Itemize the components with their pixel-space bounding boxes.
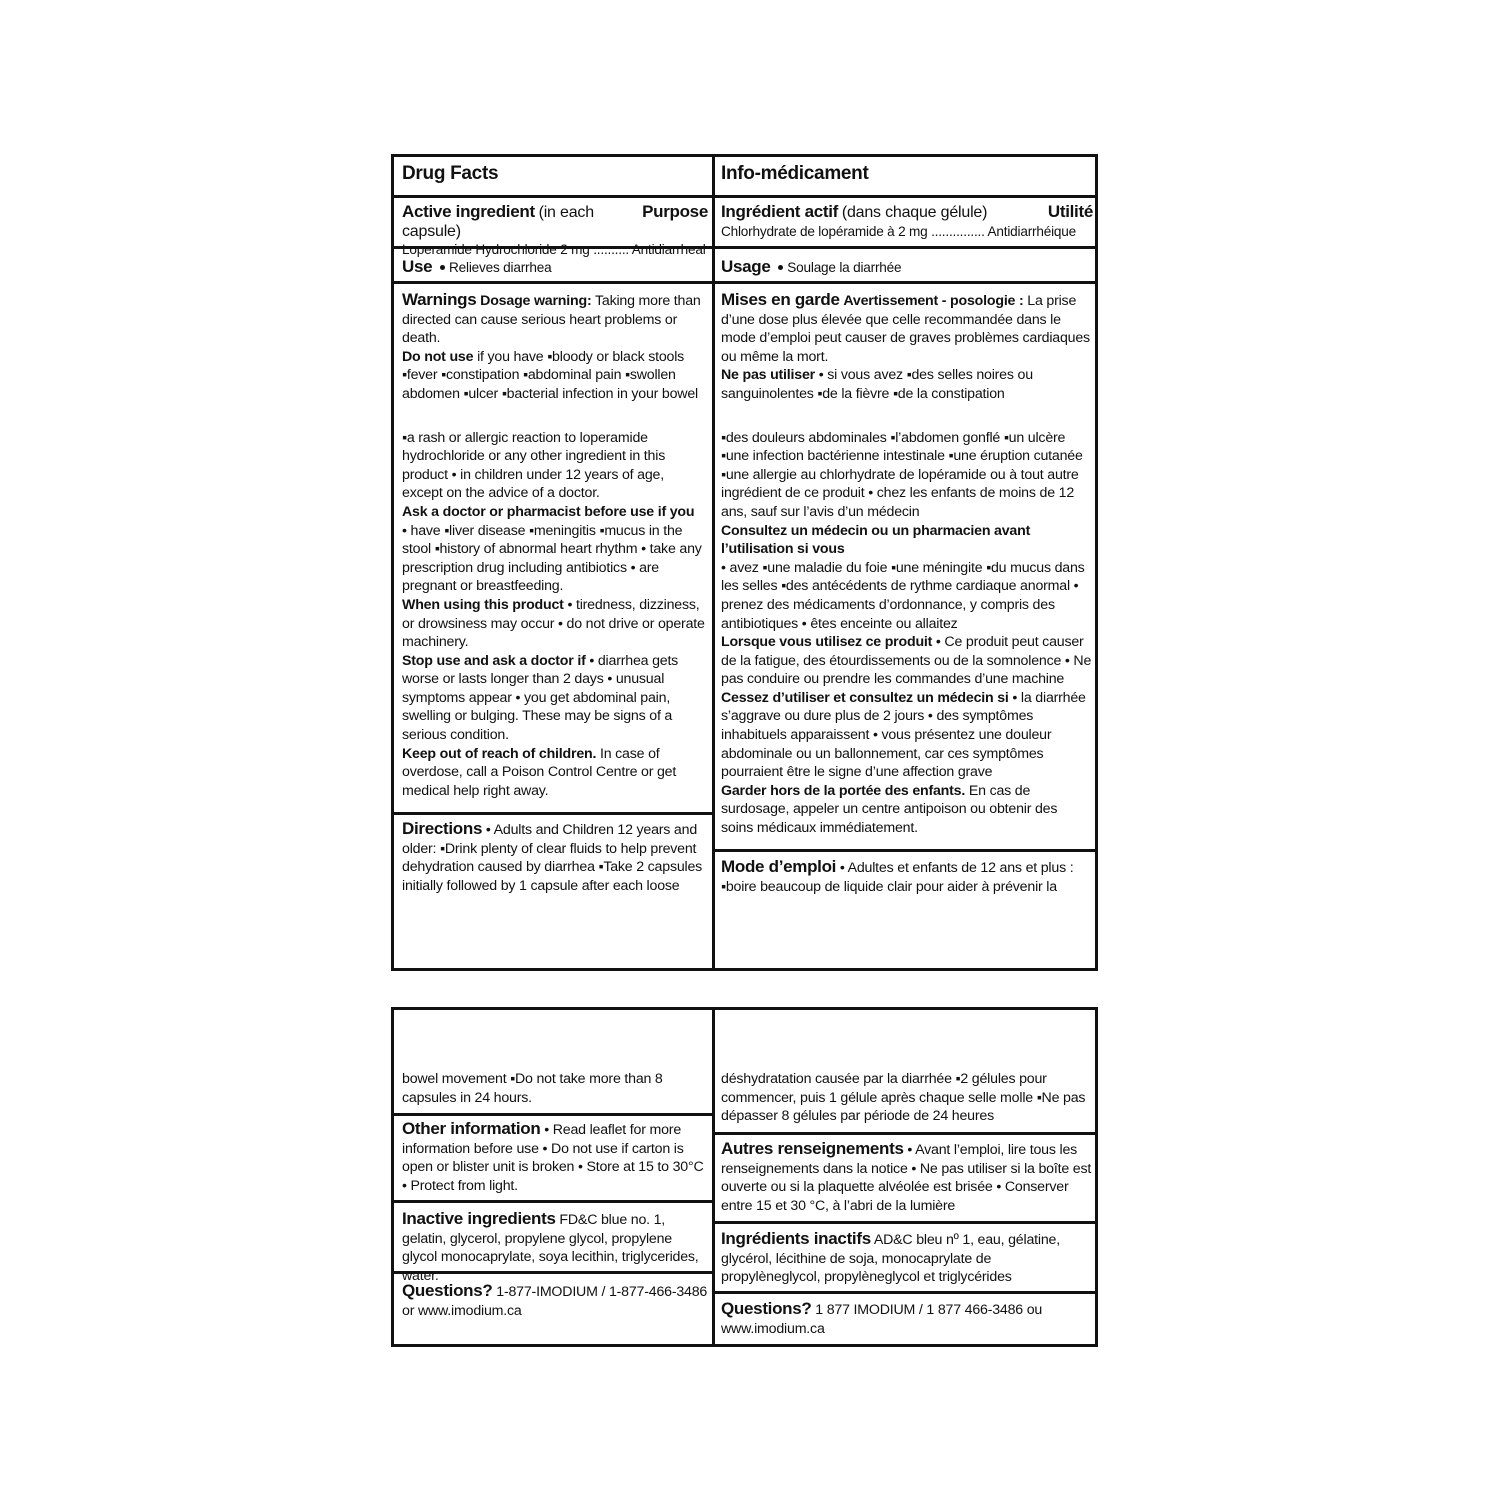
- do-not-use-label: Do not use: [402, 348, 474, 365]
- warnings-heading: Warnings: [402, 290, 477, 309]
- lorsque-label: Lorsque vous utilisez ce produit: [721, 634, 933, 651]
- stop-use-text: • diarrhea gets worse or lasts longer than 2 days • unusual symptoms appear • you get abdominal pain, swelling or bulging. These may be signs of a serious condition.: [402, 652, 679, 744]
- directions-continued-text: bowel movement ▪Do not take more than 8 capsules in 24 hours.: [402, 1071, 663, 1106]
- avertissement-label: Avertissement - posologie :: [843, 293, 1024, 309]
- inactive-ingredients-heading: Inactive ingredients: [402, 1209, 556, 1228]
- section-rule: [715, 1291, 1095, 1294]
- active-ingredient-line: Loperamide Hydrochloride 2 mg .......... Antidiarrheal: [402, 242, 706, 258]
- ask-doctor-label: Ask a doctor or pharmacist before use if you: [402, 503, 695, 520]
- section-rule: [394, 195, 712, 198]
- bullet-icon: [778, 265, 783, 270]
- ne-pas-utiliser-text: • si vous avez ▪des selles noires ou sanguinolentes ▪de la fièvre ▪de la constipation: [721, 367, 1033, 402]
- mode-emploi-continued-text: déshydratation causée par la diarrhée ▪2 gélules pour commencer, puis 1 gélule après chaque selle molle ▪Ne pas dépasser 8 gélules par période de 24 heures: [721, 1071, 1086, 1125]
- lorsque-text: • Ce produit peut causer de la fatigue, des étourdissements ou de la somnolence • Ne pas conduire ou prendre les commandes d’une machine: [721, 634, 1092, 688]
- active-ingredient-heading: Active ingredient: [402, 202, 535, 221]
- drug-facts-panel-top: [391, 154, 1098, 971]
- use-section: [402, 258, 708, 278]
- mode-emploi-continued: [721, 1070, 1093, 1126]
- drug-facts-title-section: [402, 165, 708, 185]
- questions-fr-text: 1 877 IMODIUM / 1 877 466-3486 ou www.imodium.ca: [721, 1302, 1043, 1337]
- inactive-ingredients-section: [402, 1210, 708, 1285]
- section-rule: [394, 1271, 712, 1274]
- mode-emploi-heading: Mode d’emploi: [721, 857, 837, 876]
- mises-en-garde-heading: Mises en garde: [721, 290, 840, 309]
- active-ingredient-note: (in each capsule): [402, 204, 594, 240]
- keep-out-label: Keep out of reach of children.: [402, 745, 597, 762]
- directions-continued: [402, 1070, 708, 1107]
- drug-facts-title: Drug Facts: [402, 163, 499, 184]
- section-rule: [394, 1200, 712, 1203]
- when-using-label: When using this product: [402, 596, 564, 613]
- inactive-ingredients-text: FD&C blue no. 1, gelatin, glycerol, propylene glycol, propylene glycol monocaprylate, soya lecithin, triglycerides, water.: [402, 1212, 699, 1284]
- autres-renseignements-text: • Avant l’emploi, lire tous les renseignements dans la notice • Ne pas utiliser si la boîte est ouverte ou si la plaquette alvéolée est brisée • Conserver entre 15 et 30 °C, à l’abri de la lumière: [721, 1142, 1092, 1214]
- garder-hors-label: Garder hors de la portée des enfants.: [721, 782, 966, 799]
- info-medicament-title: Info-médicament: [721, 163, 869, 184]
- ne-pas-utiliser-label: Ne pas utiliser: [721, 367, 815, 384]
- purpose-heading: Purpose: [642, 202, 708, 221]
- section-rule: [394, 1113, 712, 1116]
- usage-heading: Usage: [721, 257, 771, 276]
- questions-fr-section: [721, 1300, 1093, 1338]
- ask-doctor-text: • have ▪liver disease ▪meningitis ▪mucus in the stool ▪history of abnormal heart rhythm • take any prescription drug including antibiotics • are pregnant or breastfeeding.: [402, 522, 702, 595]
- questions-heading: Questions?: [402, 1281, 493, 1300]
- when-using-text: • tiredness, dizziness, or drowsiness may occur • do not drive or operate machinery.: [402, 596, 705, 651]
- section-rule: [715, 1221, 1095, 1224]
- other-information-heading: Other information: [402, 1119, 541, 1138]
- ingredients-inactifs-text: AD&C bleu nº 1, eau, gélatine, glycérol, lécithine de soja, monocaprylate de propylèneglycol, propylèneglycol et triglycérides: [721, 1232, 1060, 1286]
- ne-pas-utiliser-continued: ▪des douleurs abdominales ▪l’abdomen gonflé ▪un ulcère ▪une infection bactérienne intestinale ▪une éruption cutanée ▪une allergie au chlorhydrate de lopéramide ou à tout autre ingrédient de ce produit • chez les enfants de moins de 12 ans, sauf sur l’avis d’un médecin: [721, 429, 1083, 520]
- section-rule: [715, 281, 1095, 284]
- section-rule: [394, 281, 712, 284]
- bullet-icon: [440, 265, 445, 270]
- use-text: Relieves diarrhea: [449, 260, 552, 275]
- do-not-use-continued: ▪a rash or allergic reaction to loperamide hydrochloride or any other ingredient in this product • in children under 12 years of age, except on the advice of a doctor.: [402, 429, 666, 502]
- section-rule: [715, 849, 1095, 852]
- garder-hors-text: En cas de surdosage, appeler un centre antipoison ou obtenir des soins médicaux immédiatement.: [721, 782, 1058, 837]
- section-rule: [394, 812, 712, 815]
- dosage-warning-label: Dosage warning:: [480, 293, 592, 309]
- ingredient-actif-line: Chlorhydrate de lopéramide à 2 mg ............... Antidiarrhéique: [721, 223, 1076, 239]
- keep-out-text: In case of overdose, call a Poison Control Centre or get medical help right away.: [402, 745, 677, 799]
- mode-emploi-text: • Adultes et enfants de 12 ans et plus : ▪boire beaucoup de liquide clair pour aider à prévenir la: [721, 860, 1074, 895]
- other-information-section: [402, 1120, 708, 1195]
- column-divider: [712, 157, 715, 968]
- active-ingredient-section: [402, 203, 708, 260]
- ingredient-actif-heading: Ingrédient actif: [721, 202, 839, 221]
- section-rule: [715, 246, 1095, 249]
- stop-use-label: Stop use and ask a doctor if: [402, 652, 586, 669]
- ingredient-actif-note: (dans chaque gélule): [841, 204, 988, 221]
- avertissement-text: La prise d’une dose plus élevée que celle recommandée dans le mode d’emploi peut causer de graves problèmes cardiaques ou même la mort.: [721, 293, 1090, 365]
- dosage-warning-text: Taking more than directed can cause serious heart problems or death.: [402, 293, 701, 347]
- drug-facts-panel-bottom: [391, 1007, 1098, 1347]
- ingredients-inactifs-heading: Ingrédients inactifs: [721, 1229, 871, 1248]
- mode-emploi-section: [721, 858, 1093, 896]
- autres-renseignements-section: [721, 1140, 1093, 1215]
- ingredients-inactifs-section: [721, 1230, 1093, 1287]
- usage-section: [721, 258, 1093, 278]
- usage-text: Soulage la diarrhée: [787, 260, 902, 275]
- cessez-text: • la diarrhée s’aggrave ou dure plus de 2 jours • des symptômes inhabituels apparaissent • vous présentez une douleur abdominale ou un ballonnement, car ces symptômes pourraient être le signe d’une affection grave: [721, 689, 1086, 781]
- consultez-label: Consultez un médecin ou un pharmacien avant l’utilisation si vous: [721, 522, 1031, 558]
- warnings-section: [402, 291, 708, 800]
- cessez-label: Cessez d’utiliser et consultez un médecin si: [721, 689, 1009, 706]
- section-rule: [715, 195, 1095, 198]
- other-information-text: • Read leaflet for more information before use • Do not use if carton is open or blister unit is broken • Store at 15 to 30°C • Protect from light.: [402, 1122, 704, 1194]
- info-medicament-title-section: [721, 165, 1093, 185]
- ingredient-actif-section: [721, 203, 1093, 241]
- section-rule: [394, 246, 712, 249]
- use-heading: Use: [402, 257, 433, 276]
- questions-fr-heading: Questions?: [721, 1299, 812, 1318]
- utilite-heading: Utilité: [1047, 202, 1093, 221]
- questions-text: 1-877-IMODIUM / 1-877-466-3486 or www.imodium.ca: [402, 1284, 708, 1319]
- mises-en-garde-section: [721, 291, 1093, 838]
- do-not-use-text: if you have ▪bloody or black stools ▪fever ▪constipation ▪abdominal pain ▪swollen abdomen ▪ulcer ▪bacterial infection in your bowel: [402, 348, 699, 402]
- directions-heading: Directions: [402, 819, 483, 838]
- autres-renseignements-heading: Autres renseignements: [721, 1139, 904, 1158]
- directions-section: [402, 820, 708, 895]
- section-rule: [715, 1132, 1095, 1135]
- directions-text: • Adults and Children 12 years and older: ▪Drink plenty of clear fluids to help prevent dehydration caused by diarrhea ▪Take 2 capsules initially followed by 1 capsule after each loose: [402, 822, 703, 894]
- consultez-text: • avez ▪une maladie du foie ▪une méningite ▪du mucus dans les selles ▪des antécédents de rythme cardiaque anormal • prenez des médicaments d’ordonnance, y compris des antibiotiques • êtes enceinte ou allaitez: [721, 559, 1085, 632]
- questions-section: [402, 1282, 708, 1320]
